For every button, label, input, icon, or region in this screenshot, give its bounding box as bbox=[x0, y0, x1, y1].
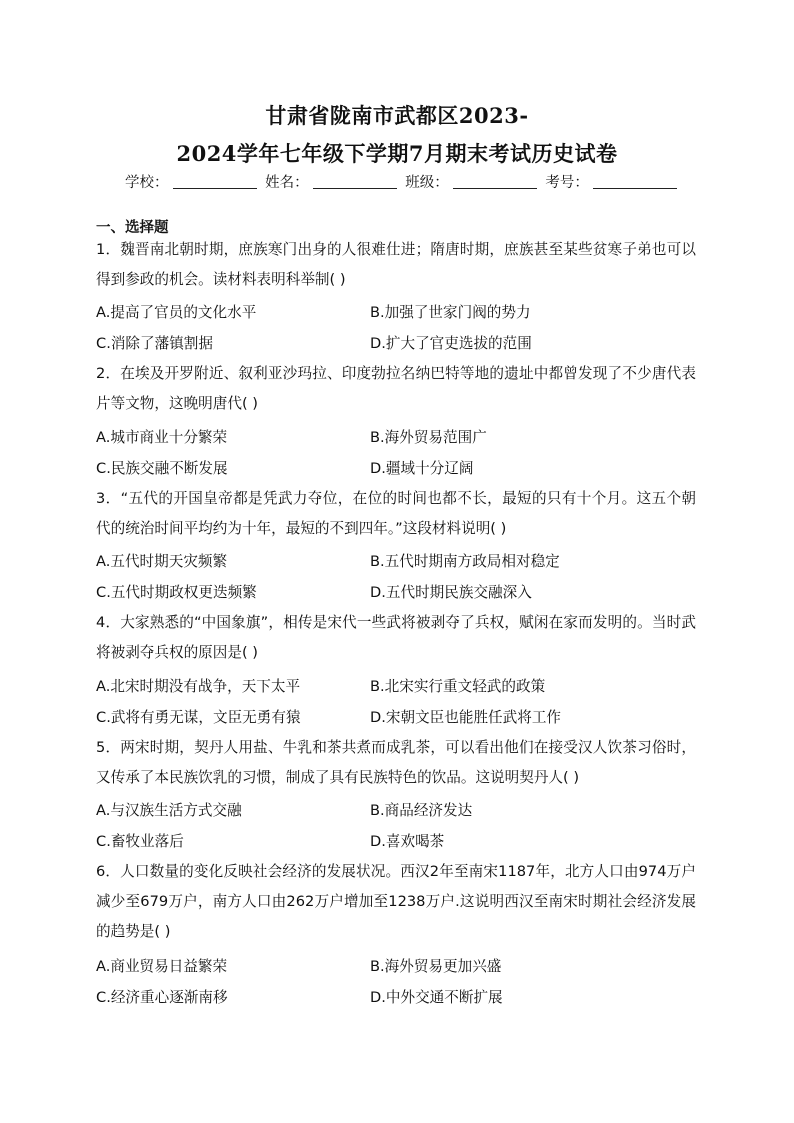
question-5-option-b: B.商品经济发达 bbox=[370, 802, 473, 819]
question-3-option-d: D.五代时期民族交融深入 bbox=[370, 584, 532, 601]
question-6-option-d: D.中外交通不断扩展 bbox=[370, 989, 503, 1006]
number-blank bbox=[593, 174, 677, 189]
question-2-stem: 2．在埃及开罗附近、叙利亚沙玛拉、印度勃拉名纳巴特等地的遗址中都曾发现了不少唐代表片等文物，这晚明唐代( ) bbox=[96, 365, 696, 412]
question-5-option-a: A.与汉族生活方式交融 bbox=[96, 802, 242, 819]
question-4-option-c: C.武将有勇无谋，文臣无勇有猿 bbox=[96, 709, 301, 726]
question-1-option-c: C.消除了藩镇割据 bbox=[96, 335, 213, 352]
question-5-option-c: C.畜牧业落后 bbox=[96, 833, 184, 850]
class-blank bbox=[453, 174, 537, 189]
name-blank bbox=[313, 174, 397, 189]
question-2-option-c: C.民族交融不断发展 bbox=[96, 460, 228, 477]
question-1-stem: 1．魏晋南北朝时期，庶族寒门出身的人很难仕进；隋唐时期，庶族甚至某些贫寒子弟也可以得到参政的机会。读材料表明科举制( ) bbox=[96, 241, 696, 288]
question-4-option-d: D.宋朝文臣也能胜任武将工作 bbox=[370, 709, 562, 726]
question-4-stem: 4．大家熟悉的“中国象旗”，相传是宋代一些武将被剥夺了兵权，赋闲在家而发明的。当时武将被剥夺兵权的原因是( ) bbox=[96, 614, 696, 661]
question-6-stem: 6．人口数量的变化反映社会经济的发展状况。西汉2年至南宋1187年，北方人口由974万户减少至679万户，南方人口由262万户增加至1238万户.这说明西汉至南宋时期社会经济发展的趋势是( ) bbox=[96, 863, 696, 940]
question-1-option-a: A.提高了官员的文化水平 bbox=[96, 304, 257, 321]
number-label: 考号： bbox=[545, 175, 589, 191]
school-blank bbox=[173, 174, 257, 189]
question-2-option-b: B.海外贸易范围广 bbox=[370, 429, 487, 446]
question-6-option-b: B.海外贸易更加兴盛 bbox=[370, 958, 502, 975]
section-heading: 一、选择题 bbox=[96, 220, 169, 236]
question-3-option-a: A.五代时期天灾频繁 bbox=[96, 553, 228, 570]
question-1-option-b: B.加强了世家门阀的势力 bbox=[370, 304, 531, 321]
question-2-option-d: D.疆域十分辽阔 bbox=[370, 460, 474, 477]
class-label: 班级： bbox=[405, 175, 449, 191]
question-1-option-d: D.扩大了官吏选拔的范围 bbox=[370, 335, 532, 352]
question-3-option-b: B.五代时期南方政局相对稳定 bbox=[370, 553, 560, 570]
question-4-option-b: B.北宋实行重文轻武的政策 bbox=[370, 678, 546, 695]
question-3-option-c: C.五代时期政权更迭频繁 bbox=[96, 584, 257, 601]
question-2-option-a: A.城市商业十分繁荣 bbox=[96, 429, 228, 446]
question-5-option-d: D.喜欢喝茶 bbox=[370, 833, 445, 850]
question-5-stem: 5．两宋时期，契丹人用盐、牛乳和茶共煮而成乳茶，可以看出他们在接受汉人饮茶习俗时，又传承了本民族饮乳的习惯，制成了具有民族特色的饮品。这说明契丹人( ) bbox=[96, 739, 696, 786]
exam-title-line1: 甘肃省陇南市武都区2023- bbox=[265, 103, 529, 128]
question-3-stem: 3．“五代的开国皇帝都是凭武力夺位，在位的时间也都不长，最短的只有十个月。这五个朝代的统治时间平均约为十年，最短的不到四年。”这段材料说明( ) bbox=[96, 490, 696, 537]
question-6-option-a: A.商业贸易日益繁荣 bbox=[96, 958, 228, 975]
school-label: 学校： bbox=[125, 175, 169, 191]
question-6-option-c: C.经济重心逐渐南移 bbox=[96, 989, 228, 1006]
name-label: 姓名： bbox=[265, 175, 309, 191]
exam-title-line2: 2024学年七年级下学期7月期末考试历史试卷 bbox=[176, 141, 618, 166]
student-info-row bbox=[125, 171, 685, 192]
question-4-option-a: A.北宋时期没有战争，天下太平 bbox=[96, 678, 301, 695]
